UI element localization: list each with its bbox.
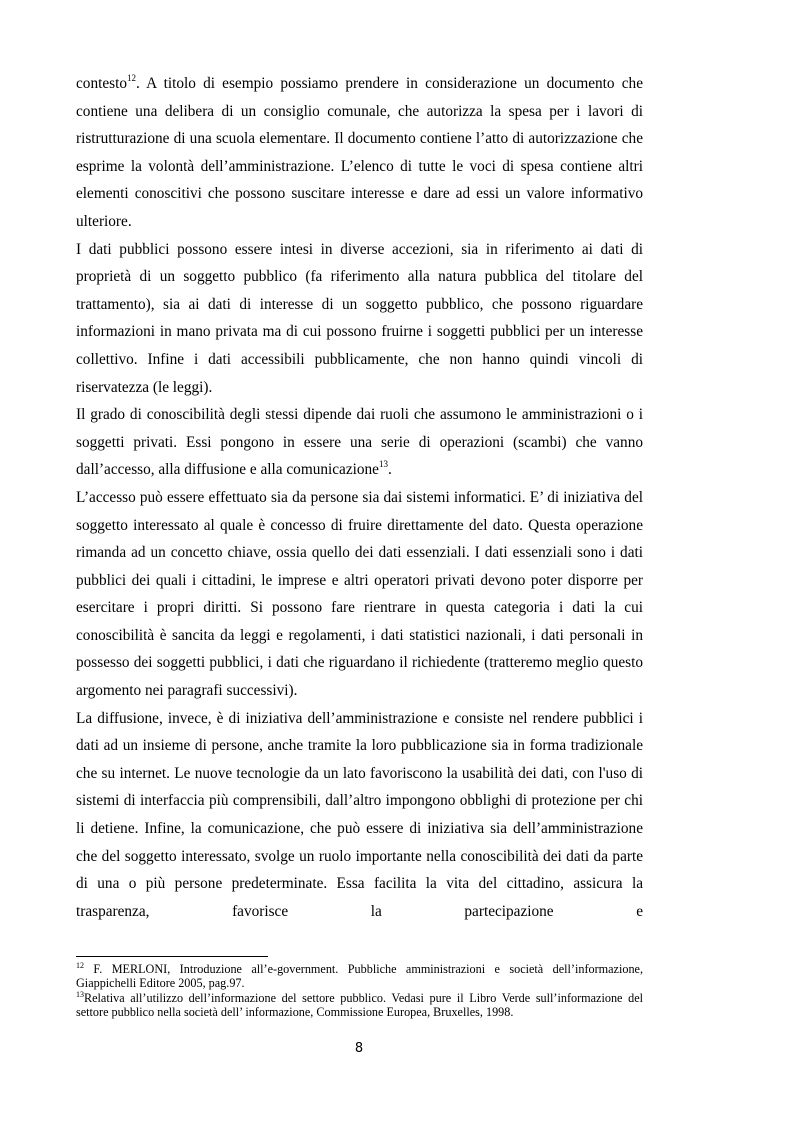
paragraph-1 [76, 70, 643, 236]
paragraph-3-tail: . [387, 461, 392, 479]
footnote-12 [76, 962, 643, 991]
footnote-ref-13[interactable]: 13 [378, 459, 388, 470]
footnote-author-initial: F. M [93, 962, 123, 976]
footnote-ref-12[interactable]: 12 [126, 73, 136, 83]
footnote-divider [76, 956, 268, 957]
paragraph-3-text: Il grado di conoscibilità degli stessi dipende dai ruoli che assumono le amministrazioni o i soggetti privati. Essi pongono in essere una serie di operazioni (scambi) che vanno dall’accesso, alla diffusione e alla comunicazione [76, 406, 643, 479]
body-text [76, 70, 643, 925]
paragraph-1-lead: contesto [76, 75, 127, 92]
footnotes [76, 962, 643, 1020]
footnote-number: 12 [76, 961, 84, 970]
footnote-13 [76, 991, 643, 1020]
paragraph-4: L’accesso può essere effettuato sia da persone sia dai sistemi informatici. E’ di iniziativa del soggetto interessato al quale è concesso di fruire direttamente del dato. Questa operazione rimanda ad un concetto chiave, ossia quello dei dati essenziali. I dati essenziali sono i dati pubblici dei quali i cittadini, le imprese e altri operatori privati devono poter disporre per esercitare i propri diritti. Si possono fare rientrare in questa categoria i dati la cui conoscibilità è sancita da leggi e regolamenti, i dati statistici nazionali, i dati personali in possesso dei soggetti pubblici, i dati che riguardano il richiedente (tratteremo meglio questo argomento nei paragrafi successivi). [76, 488, 643, 700]
paragraph-5: La diffusione, invece, è di iniziativa dell’amministrazione e consiste nel rendere pubblici i dati ad un insieme di persone, anche tramite la loro pubblicazione sia in forma tradizionale che su internet. Le nuove tecnologie da un lato favoriscono la usabilità dei dati, con l'uso di sistemi di interfaccia più comprensibili, dall’altro impongono obblighi di protezione per chi li detiene. Infine, la comunicazione, che può essere di iniziativa sia dell’amministrazione che del soggetto interessato, svolge un ruolo importante nella conoscibilità dei dati da parte di una o più persone predeterminate. Essa facilita la vita del cittadino, assicura la trasparenza, favorisce la partecipazione e [76, 709, 643, 920]
footnote-number: 13 [76, 989, 84, 999]
footnote-text: Relativa all’utilizzo dell’informazione del settore pubblico. Vedasi pure il Libro Verde sull’informazione del settore pubblico nella società dell’ informazione, Commissione Europea, Bruxelles, 1998. [76, 990, 643, 1020]
page-number: 8 [354, 1041, 364, 1056]
paragraph-3 [76, 401, 643, 484]
footnote-author-surname: ERLONI [122, 962, 168, 976]
footnote-text: , Introduzione all’e-government. Pubbliche amministrazioni e società dell’informazione, Giappichelli Editore 2005, pag.97. [76, 962, 643, 991]
paragraph-1-text: . A titolo di esempio possiamo prendere in considerazione un documento che contiene una delibera di un consiglio comunale, che autorizza la spesa per i lavori di ristrutturazione di una scuola elementare. Il documento contiene l’atto di autorizzazione che esprime la volontà dell’amministrazione. L’elenco di tutte le voci di spesa contiene altri elementi conoscitivi che possono suscitare interesse e dare ad essi un valore informativo ulteriore. [76, 75, 643, 230]
paragraph-2: I dati pubblici possono essere intesi in diverse accezioni, sia in riferimento ai dati di proprietà di un soggetto pubblico (fa riferimento alla natura pubblica del titolare del trattamento), sia ai dati di interesse di un soggetto pubblico, che possono riguardare informazioni in mano privata ma di cui possono fruirne i soggetti pubblici per un interesse collettivo. Infine i dati accessibili pubblicamente, che non hanno quindi vincoli di riservatezza (le leggi). [76, 240, 643, 396]
